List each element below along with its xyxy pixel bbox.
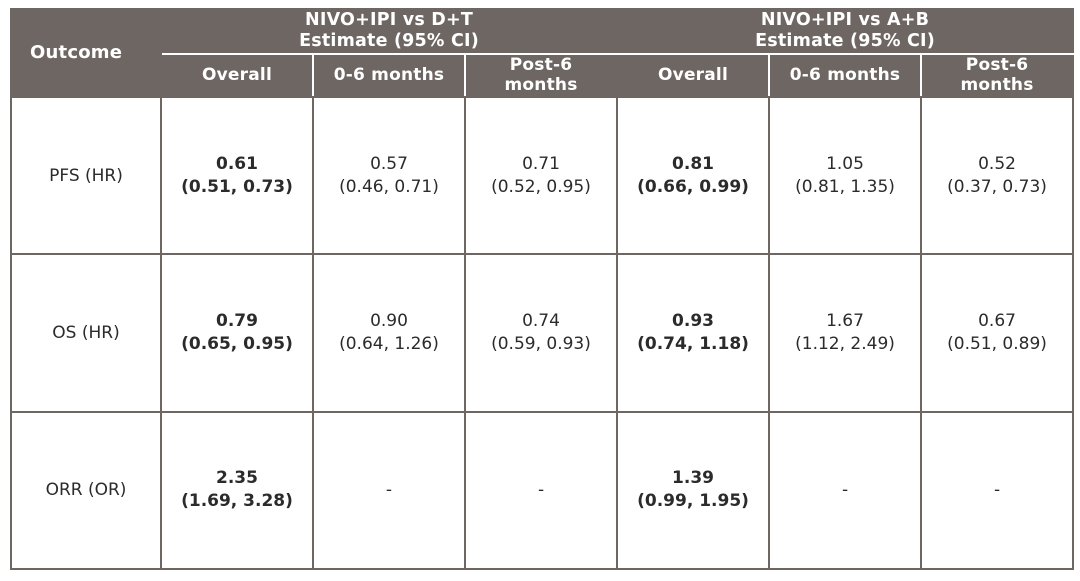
cell-estimate: - — [841, 479, 849, 500]
row-outcome-label: OS (HR) — [11, 254, 161, 411]
cell-value — [465, 97, 617, 254]
cell-ci: (0.59, 0.93) — [491, 334, 591, 355]
cell-estimate: 0.93 — [672, 311, 714, 332]
cell-value — [921, 97, 1073, 254]
cell-value — [617, 97, 769, 254]
cell-ci: (0.51, 0.89) — [947, 334, 1047, 355]
cell-value — [161, 412, 313, 569]
cell-ci: (1.69, 3.28) — [181, 491, 293, 512]
header-sub-ab-post6-line1: Post-6 — [965, 54, 1029, 75]
header-sub-dt-post6-line2: months — [504, 75, 578, 96]
cell-estimate: 0.52 — [978, 153, 1016, 174]
header-sub-ab-post6-line2: months — [960, 75, 1034, 96]
cell-value — [161, 254, 313, 411]
cell-value — [617, 254, 769, 411]
cell-estimate: 2.35 — [216, 468, 258, 489]
header-sub-ab-0-6-line1: 0-6 months — [789, 65, 901, 86]
header-group-dt — [161, 9, 617, 54]
cell-estimate: 0.79 — [216, 311, 258, 332]
cell-value — [313, 254, 465, 411]
cell-estimate: - — [385, 479, 393, 500]
header-sub-dt-overall-line1: Overall — [202, 65, 272, 86]
cell-ci: (0.51, 0.73) — [181, 176, 293, 197]
cell-value — [769, 254, 921, 411]
header-sub-dt-post6-line1: Post-6 — [509, 54, 573, 75]
header-sub-ab-overall-line1: Overall — [658, 65, 728, 86]
table-header-group-row — [11, 9, 1073, 54]
cell-estimate: 0.81 — [672, 153, 714, 174]
cell-estimate: 0.61 — [216, 153, 258, 174]
header-sub-dt-overall — [161, 54, 313, 97]
cell-value — [617, 412, 769, 569]
header-sub-ab-overall — [617, 54, 769, 97]
row-outcome-label: PFS (HR) — [11, 97, 161, 254]
header-sub-dt-0-6 — [313, 54, 465, 97]
cell-ci: (1.12, 2.49) — [795, 334, 895, 355]
comparison-results-table — [10, 8, 1074, 570]
cell-estimate: 1.39 — [672, 468, 714, 489]
cell-estimate: 0.57 — [370, 153, 408, 174]
header-group-ab-line2: Estimate (95% CI) — [755, 31, 935, 52]
cell-estimate: 1.67 — [826, 311, 864, 332]
cell-estimate: - — [537, 479, 545, 500]
cell-value — [465, 412, 617, 569]
cell-estimate: 0.71 — [522, 153, 560, 174]
table-header-sub-row — [11, 54, 1073, 97]
cell-ci: (0.99, 1.95) — [637, 491, 749, 512]
table-row — [11, 412, 1073, 569]
header-sub-dt-0-6-line1: 0-6 months — [333, 65, 445, 86]
cell-ci: (0.66, 0.99) — [637, 176, 749, 197]
cell-ci: (0.74, 1.18) — [637, 334, 749, 355]
header-outcome: Outcome — [11, 9, 161, 97]
cell-ci: (0.64, 1.26) — [339, 334, 439, 355]
cell-ci: (0.46, 0.71) — [339, 176, 439, 197]
cell-value — [769, 412, 921, 569]
cell-estimate: 0.67 — [978, 311, 1016, 332]
header-sub-ab-0-6 — [769, 54, 921, 97]
header-group-ab-line1: NIVO+IPI vs A+B — [760, 10, 930, 30]
header-group-ab — [617, 9, 1073, 54]
cell-value — [313, 97, 465, 254]
cell-estimate: 1.05 — [826, 153, 864, 174]
header-sub-dt-post6 — [465, 54, 617, 97]
cell-value — [769, 97, 921, 254]
cell-ci: (0.65, 0.95) — [181, 334, 293, 355]
cell-estimate: 0.90 — [370, 311, 408, 332]
cell-value — [465, 254, 617, 411]
cell-ci: (0.37, 0.73) — [947, 176, 1047, 197]
cell-value — [921, 412, 1073, 569]
row-outcome-label: ORR (OR) — [11, 412, 161, 569]
cell-estimate: - — [993, 479, 1001, 500]
cell-value — [921, 254, 1073, 411]
cell-ci: (0.52, 0.95) — [491, 176, 591, 197]
cell-estimate: 0.74 — [522, 311, 560, 332]
cell-ci: (0.81, 1.35) — [795, 176, 895, 197]
cell-value — [161, 97, 313, 254]
cell-value — [313, 412, 465, 569]
header-group-dt-line1: NIVO+IPI vs D+T — [305, 10, 473, 30]
table-row — [11, 254, 1073, 411]
header-group-dt-line2: Estimate (95% CI) — [299, 31, 479, 52]
header-sub-ab-post6 — [921, 54, 1073, 97]
table-row — [11, 97, 1073, 254]
